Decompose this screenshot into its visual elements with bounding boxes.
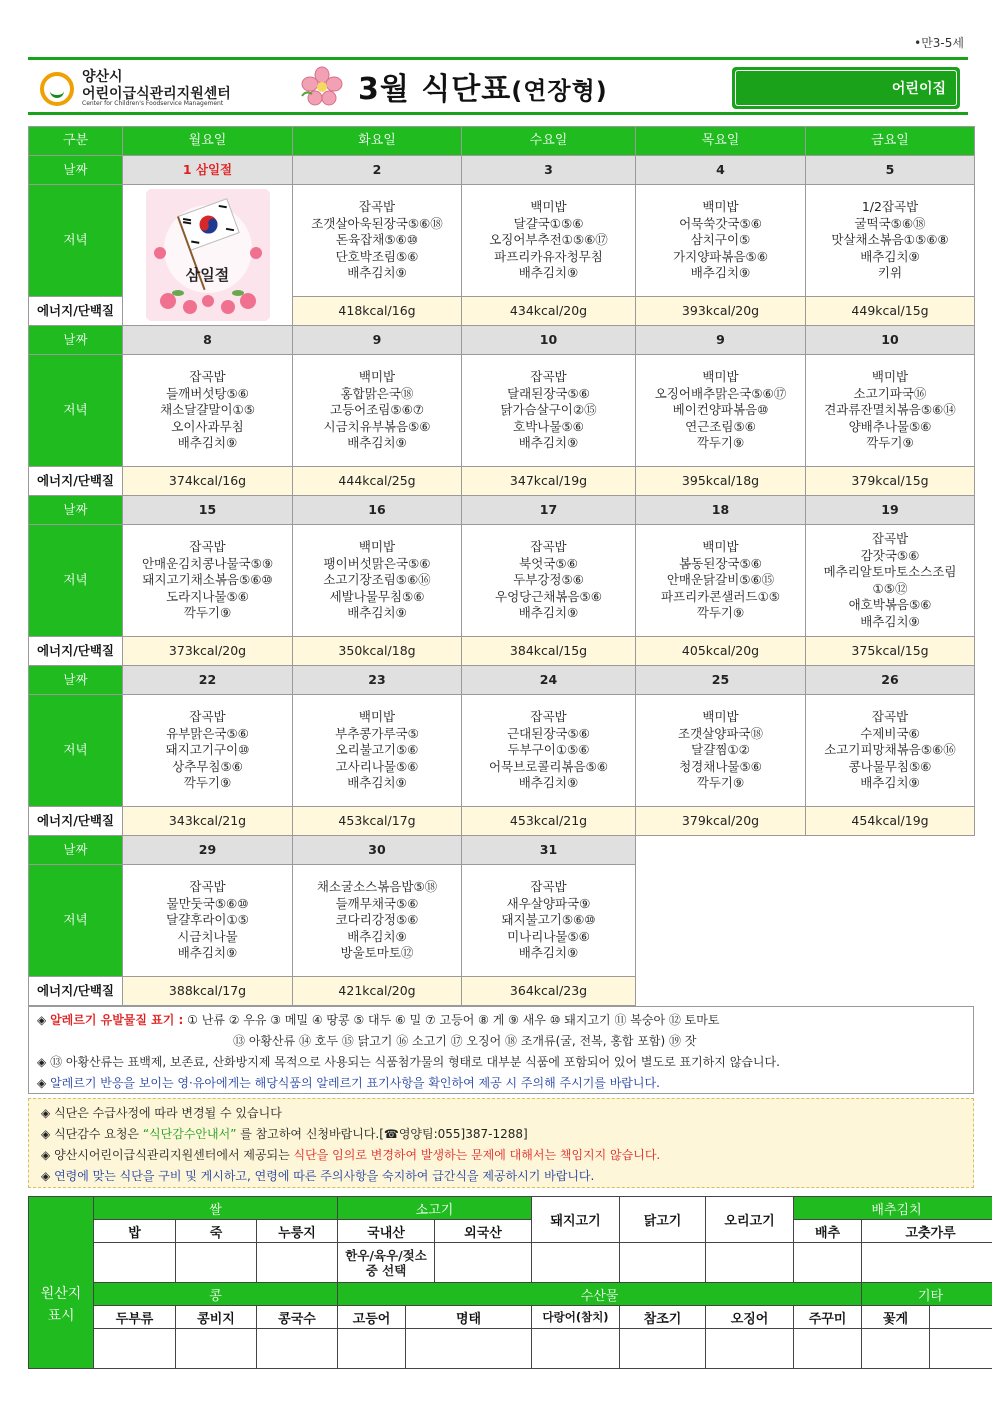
date-cell: 10 — [806, 326, 975, 355]
week3-date-row — [29, 496, 975, 525]
diamond-bullet-icon: ◈ — [41, 1169, 51, 1183]
empty-cell — [806, 977, 975, 1006]
meal-cell: 백미밥 봄동된장국⑤⑥ 안매운닭갈비⑤⑥⑮ 파프리카콘샐러드①⑤ 깍두기⑨ — [636, 525, 806, 637]
kcal-cell: 395kcal/18g — [636, 467, 806, 496]
seafood-item: 고등어 — [338, 1306, 406, 1329]
week4-kcal-row — [29, 807, 975, 836]
day-fri: 금요일 — [806, 127, 975, 156]
rice-item: 밥 — [94, 1220, 176, 1243]
origin-blank[interactable] — [406, 1329, 532, 1369]
origin-blank[interactable] — [930, 1306, 992, 1329]
date-cell: 10 — [462, 326, 636, 355]
kcal-cell: 350kcal/18g — [293, 637, 462, 666]
kcal-cell: 418kcal/16g — [293, 297, 462, 326]
notice-line-2c: 를 참고하여 신청바랍니다.[☎영양팀:055]387-1288] — [236, 1127, 528, 1141]
meal-cell: 잡곡밥 북엇국⑤⑥ 두부강정⑤⑥ 우엉당근채볶음⑤⑥ 배추김치⑨ — [462, 525, 636, 637]
meal-cell: 잡곡밥 물만둣국⑤⑥⑩ 달걀후라이①⑤ 시금치나물 배추김치⑨ — [123, 865, 293, 977]
meal-label: 저녁 — [29, 525, 123, 637]
kcal-cell: 421kcal/20g — [293, 977, 462, 1006]
notice-line-2a: 식단감수 요청은 — [54, 1127, 143, 1141]
date-cell: 22 — [123, 666, 293, 695]
meal-label: 저녁 — [29, 185, 123, 297]
meal-cell: 잡곡밥 들깨버섯탕⑤⑥ 채소달걀말이①⑤ 오이사과무침 배추김치⑨ — [123, 355, 293, 467]
bean-header: 콩 — [94, 1283, 338, 1306]
meal-cell: 잡곡밥 안매운김치콩나물국⑤⑨ 돼지고기채소볶음⑤⑥⑩ 도라지나물⑤⑥ 깍두기⑨ — [123, 525, 293, 637]
notice-box — [28, 1098, 974, 1188]
kimchi-item: 배추 — [794, 1220, 862, 1243]
kcal-cell: 373kcal/20g — [123, 637, 293, 666]
header-top-rule — [28, 57, 968, 60]
week2-date-row — [29, 326, 975, 355]
allergy-items-1: ① 난류 ② 우유 ③ 메밀 ④ 땅콩 ⑤ 대두 ⑥ 밀 ⑦ 고등어 ⑧ 게 ⑨ 새우 ⑩ 돼지고기 ⑪ 복숭아 ⑫ 토마토 — [187, 1013, 720, 1027]
week1-meal-row — [29, 185, 975, 297]
notice-line-3a: 양산시어린이급식관리지원센터에서 제공되는 — [54, 1148, 294, 1162]
date-cell: 26 — [806, 666, 975, 695]
date-cell: 4 — [636, 156, 806, 185]
origin-blank[interactable] — [862, 1329, 930, 1369]
seafood-item: 주꾸미 — [794, 1306, 862, 1329]
origin-row-2 — [29, 1220, 992, 1243]
origin-blank[interactable] — [435, 1243, 532, 1283]
meal-cell: 잡곡밥 조갯살아욱된장국⑤⑥⑱ 돈육잡채⑤⑥⑩ 단호박조림⑤⑥ 배추김치⑨ — [293, 185, 462, 297]
week4-date-row — [29, 666, 975, 695]
date-cell: 9 — [293, 326, 462, 355]
origin-row-5 — [29, 1306, 992, 1329]
date-label: 날짜 — [29, 666, 123, 695]
holiday-cell — [123, 185, 293, 326]
origin-row-6 — [29, 1329, 992, 1369]
origin-row-3 — [29, 1243, 992, 1283]
kcal-cell: 393kcal/20g — [636, 297, 806, 326]
origin-table — [28, 1196, 992, 1369]
center-name: 어린이집 — [735, 70, 957, 106]
week5-kcal-row — [29, 977, 975, 1006]
seafood-item: 명태 — [406, 1306, 532, 1329]
meal-cell: 백미밥 홍합맑은국⑱ 고등어조림⑤⑥⑦ 시금치유부볶음⑤⑥ 배추김치⑨ — [293, 355, 462, 467]
meal-cell: 백미밥 달걀국①⑤⑥ 오징어부추전①⑤⑥⑰ 파프리카유자청무침 배추김치⑨ — [462, 185, 636, 297]
week5-meal-row — [29, 865, 975, 977]
center-logo — [40, 66, 240, 108]
etc-header: 기타 — [862, 1283, 992, 1306]
date-cell: 31 — [462, 836, 636, 865]
origin-blank[interactable] — [176, 1329, 257, 1369]
notice-line-1: 식단은 수급사정에 따라 변경될 수 있습니다 — [54, 1106, 282, 1120]
beef-note: 한우/육우/젖소 중 선택 — [338, 1243, 435, 1283]
diamond-bullet-icon: ◈ — [37, 1055, 47, 1069]
beef-item: 외국산 — [435, 1220, 532, 1243]
meal-cell: 백미밥 조갯살양파국⑱ 달걀찜①② 청경채나물⑤⑥ 깍두기⑨ — [636, 695, 806, 807]
date-cell: 9 — [636, 326, 806, 355]
origin-blank[interactable] — [794, 1243, 862, 1283]
week2-meal-row — [29, 355, 975, 467]
origin-blank[interactable] — [94, 1243, 176, 1283]
date-label: 날짜 — [29, 326, 123, 355]
week3-kcal-row — [29, 637, 975, 666]
kcal-cell: 453kcal/17g — [293, 807, 462, 836]
date-cell: 18 — [636, 496, 806, 525]
empty-cell — [636, 836, 806, 865]
duck-header: 오리고기 — [706, 1197, 794, 1243]
origin-blank[interactable] — [862, 1243, 992, 1283]
seafood-item: 오징어 — [706, 1306, 794, 1329]
bean-item: 콩비지 — [176, 1306, 257, 1329]
flower-icon — [300, 66, 344, 108]
holiday-text: 삼일절 — [185, 266, 230, 284]
week2-kcal-row — [29, 467, 975, 496]
meal-label: 저녁 — [29, 695, 123, 807]
origin-label-1: 원산지 — [40, 1285, 82, 1302]
kcal-label: 에너지/단백질 — [29, 807, 123, 836]
bean-item: 콩국수 — [257, 1306, 338, 1329]
rice-header: 쌀 — [94, 1197, 338, 1220]
date-cell: 30 — [293, 836, 462, 865]
date-label: 날짜 — [29, 496, 123, 525]
date-cell: 15 — [123, 496, 293, 525]
seafood-item: 참조기 — [620, 1306, 706, 1329]
kcal-label: 에너지/단백질 — [29, 637, 123, 666]
diamond-bullet-icon: ◈ — [41, 1148, 51, 1162]
allergy-note-2: 알레르기 반응을 보이는 영·유아에게는 해당식품의 알레르기 표기사항을 확인하여 제공 시 주의해 주시기를 바랍니다. — [50, 1076, 660, 1090]
allergy-note-1: ⑬ 아황산류는 표백제, 보존료, 산화방지제 목적으로 사용되는 식품첨가물의 형태로 대부분 식품에 포함되어 있어 별도로 표기하지 않습니다. — [50, 1055, 780, 1069]
allergy-items-2: ⑬ 아황산류 ⑭ 호두 ⑮ 닭고기 ⑯ 소고기 ⑰ 오징어 ⑱ 조개류(굴, 전복, 홍합 포함) ⑲ 잣 — [233, 1034, 697, 1048]
meal-cell: 백미밥 오징어배추맑은국⑤⑥⑰ 베이컨양파볶음⑩ 연근조림⑤⑥ 깍두기⑨ — [636, 355, 806, 467]
kcal-cell: 384kcal/15g — [462, 637, 636, 666]
kcal-cell: 449kcal/15g — [806, 297, 975, 326]
pork-header: 돼지고기 — [532, 1197, 620, 1243]
meal-cell: 잡곡밥 수제비국⑥ 소고기피망채볶음⑤⑥⑯ 콩나물무침⑤⑥ 배추김치⑨ — [806, 695, 975, 807]
seafood-item: 꽃게 — [862, 1306, 930, 1329]
allergy-note-row — [37, 1052, 965, 1073]
allergy-title-row — [37, 1010, 965, 1031]
date-cell: 5 — [806, 156, 975, 185]
date-label: 날짜 — [29, 836, 123, 865]
empty-cell — [636, 865, 806, 977]
origin-blank[interactable] — [706, 1243, 794, 1283]
bean-item: 두부류 — [94, 1306, 176, 1329]
date-cell: 2 — [293, 156, 462, 185]
week5-date-row — [29, 836, 975, 865]
week4-meal-row — [29, 695, 975, 807]
origin-blank[interactable] — [338, 1329, 406, 1369]
kcal-cell: 388kcal/17g — [123, 977, 293, 1006]
day-header-row — [29, 127, 975, 156]
kimchi-header: 배추김치 — [794, 1197, 992, 1220]
origin-blank[interactable] — [257, 1243, 338, 1283]
notice-line-2b: “식단감수안내서” — [142, 1127, 237, 1141]
origin-blank[interactable] — [620, 1329, 706, 1369]
kcal-label: 에너지/단백질 — [29, 977, 123, 1006]
holiday-image — [146, 189, 270, 321]
beef-header: 소고기 — [338, 1197, 532, 1220]
menu-table — [28, 126, 975, 1006]
origin-blank[interactable] — [930, 1329, 992, 1369]
meal-cell: 잡곡밥 감잣국⑤⑥ 메추리알토마토소스조림 ①⑤⑫ 애호박볶음⑤⑥ 배추김치⑨ — [806, 525, 975, 637]
date-cell: 8 — [123, 326, 293, 355]
origin-blank[interactable] — [532, 1243, 620, 1283]
origin-blank[interactable] — [94, 1329, 176, 1369]
date-cell: 19 — [806, 496, 975, 525]
header-bottom-rule — [28, 112, 968, 115]
notice-line-3b: 식단을 임의로 변경하여 발생하는 문제에 대해서는 책임지지 않습니다. — [293, 1148, 661, 1162]
notice-row — [41, 1145, 961, 1166]
date-cell: 17 — [462, 496, 636, 525]
logo-org: 어린이급식관리지원센터 — [82, 86, 231, 102]
date-label: 날짜 — [29, 156, 123, 185]
kcal-cell: 364kcal/23g — [462, 977, 636, 1006]
day-thu: 목요일 — [636, 127, 806, 156]
origin-blank[interactable] — [176, 1243, 257, 1283]
rice-item: 죽 — [176, 1220, 257, 1243]
meal-cell: 잡곡밥 달래된장국⑤⑥ 닭가슴살구이②⑮ 호박나물⑤⑥ 배추김치⑨ — [462, 355, 636, 467]
day-wed: 수요일 — [462, 127, 636, 156]
date-cell: 24 — [462, 666, 636, 695]
origin-row-1 — [29, 1197, 992, 1220]
diamond-bullet-icon: ◈ — [41, 1127, 51, 1141]
meal-cell: 백미밥 팽이버섯맑은국⑤⑥ 소고기장조림⑤⑥⑯ 세발나물무침⑤⑥ 배추김치⑨ — [293, 525, 462, 637]
notice-line-4: 연령에 맞는 식단을 구비 및 게시하고, 연령에 따른 주의사항을 숙지하여 급간식을 제공하시기 바랍니다. — [54, 1169, 595, 1183]
kcal-cell: 374kcal/16g — [123, 467, 293, 496]
diamond-bullet-icon: ◈ — [37, 1013, 47, 1027]
kcal-cell: 375kcal/15g — [806, 637, 975, 666]
kcal-label: 에너지/단백질 — [29, 467, 123, 496]
origin-label-2: 표시 — [47, 1307, 75, 1324]
title-sub: (연장형) — [511, 77, 608, 105]
smile-logo-icon — [40, 72, 74, 106]
taegukgi-icon — [146, 189, 270, 321]
notice-row — [41, 1103, 961, 1124]
col-label: 구분 — [29, 127, 123, 156]
meal-cell: 백미밥 어묵쑥갓국⑤⑥ 삼치구이⑤ 가지양파볶음⑤⑥ 배추김치⑨ — [636, 185, 806, 297]
week1-date-row — [29, 156, 975, 185]
day-mon: 월요일 — [123, 127, 293, 156]
date-cell: 1 삼일절 — [123, 156, 293, 185]
kcal-cell: 379kcal/20g — [636, 807, 806, 836]
kcal-label: 에너지/단백질 — [29, 297, 123, 326]
logo-city: 양산시 — [82, 69, 123, 85]
date-cell: 29 — [123, 836, 293, 865]
origin-blank[interactable] — [257, 1329, 338, 1369]
kcal-cell: 444kcal/25g — [293, 467, 462, 496]
origin-blank[interactable] — [532, 1329, 620, 1369]
kcal-cell: 343kcal/21g — [123, 807, 293, 836]
seafood-item: 다랑어(참치) — [532, 1306, 620, 1329]
origin-blank[interactable] — [794, 1329, 862, 1369]
day-tue: 화요일 — [293, 127, 462, 156]
meal-label: 저녁 — [29, 355, 123, 467]
meal-cell: 잡곡밥 새우살양파국⑨ 돼지불고기⑤⑥⑩ 미나리나물⑤⑥ 배추김치⑨ — [462, 865, 636, 977]
meal-cell: 백미밥 소고기파국⑯ 견과류잔멸치볶음⑤⑥⑭ 양배추나물⑤⑥ 깍두기⑨ — [806, 355, 975, 467]
notice-row — [41, 1166, 961, 1187]
meal-cell: 백미밥 부추콩가루국⑤ 오리불고기⑤⑥ 고사리나물⑤⑥ 배추김치⑨ — [293, 695, 462, 807]
origin-row-4 — [29, 1283, 992, 1306]
kimchi-item: 고춧가루 — [862, 1220, 992, 1243]
beef-item: 국내산 — [338, 1220, 435, 1243]
meal-cell: 잡곡밥 근대된장국⑤⑥ 두부구이①⑤⑥ 어묵브로콜리볶음⑤⑥ 배추김치⑨ — [462, 695, 636, 807]
meal-cell: 1/2잡곡밥 굴떡국⑤⑥⑱ 맛살채소볶음①⑤⑥⑧ 배추김치⑨ 키위 — [806, 185, 975, 297]
date-cell: 16 — [293, 496, 462, 525]
empty-cell — [806, 836, 975, 865]
page-title — [358, 64, 608, 108]
kcal-cell: 453kcal/21g — [462, 807, 636, 836]
meal-cell: 잡곡밥 유부맑은국⑤⑥ 돼지고기구이⑩ 상추무침⑤⑥ 깍두기⑨ — [123, 695, 293, 807]
seafood-header: 수산물 — [338, 1283, 862, 1306]
allergy-items-row — [37, 1031, 965, 1052]
title-main: 3월 식단표 — [358, 72, 512, 107]
empty-cell — [636, 977, 806, 1006]
origin-blank[interactable] — [706, 1329, 794, 1369]
kcal-cell: 434kcal/20g — [462, 297, 636, 326]
kcal-cell: 379kcal/15g — [806, 467, 975, 496]
kcal-cell: 347kcal/19g — [462, 467, 636, 496]
date-cell: 23 — [293, 666, 462, 695]
meal-label: 저녁 — [29, 865, 123, 977]
date-cell: 3 — [462, 156, 636, 185]
week3-meal-row — [29, 525, 975, 637]
center-name-box — [732, 67, 960, 109]
kcal-cell: 405kcal/20g — [636, 637, 806, 666]
logo-english: Center for Children's Foodservice Management — [82, 100, 224, 107]
origin-side-label — [29, 1197, 94, 1369]
allergy-title: 알레르기 유발물질 표기 : — [50, 1013, 184, 1027]
age-tag: •만3-5세 — [914, 36, 964, 50]
allergy-box — [28, 1006, 974, 1094]
notice-row — [41, 1124, 961, 1145]
diamond-bullet-icon: ◈ — [37, 1076, 47, 1090]
meal-cell: 채소굴소스볶음밥⑤⑱ 들깨무채국⑤⑥ 코다리강정⑤⑥ 배추김치⑨ 방울토마토⑫ — [293, 865, 462, 977]
date-cell: 25 — [636, 666, 806, 695]
diamond-bullet-icon: ◈ — [41, 1106, 51, 1120]
allergy-note-row — [37, 1073, 965, 1094]
empty-cell — [806, 865, 975, 977]
rice-item: 누룽지 — [257, 1220, 338, 1243]
chicken-header: 닭고기 — [620, 1197, 706, 1243]
origin-blank[interactable] — [620, 1243, 706, 1283]
kcal-cell: 454kcal/19g — [806, 807, 975, 836]
